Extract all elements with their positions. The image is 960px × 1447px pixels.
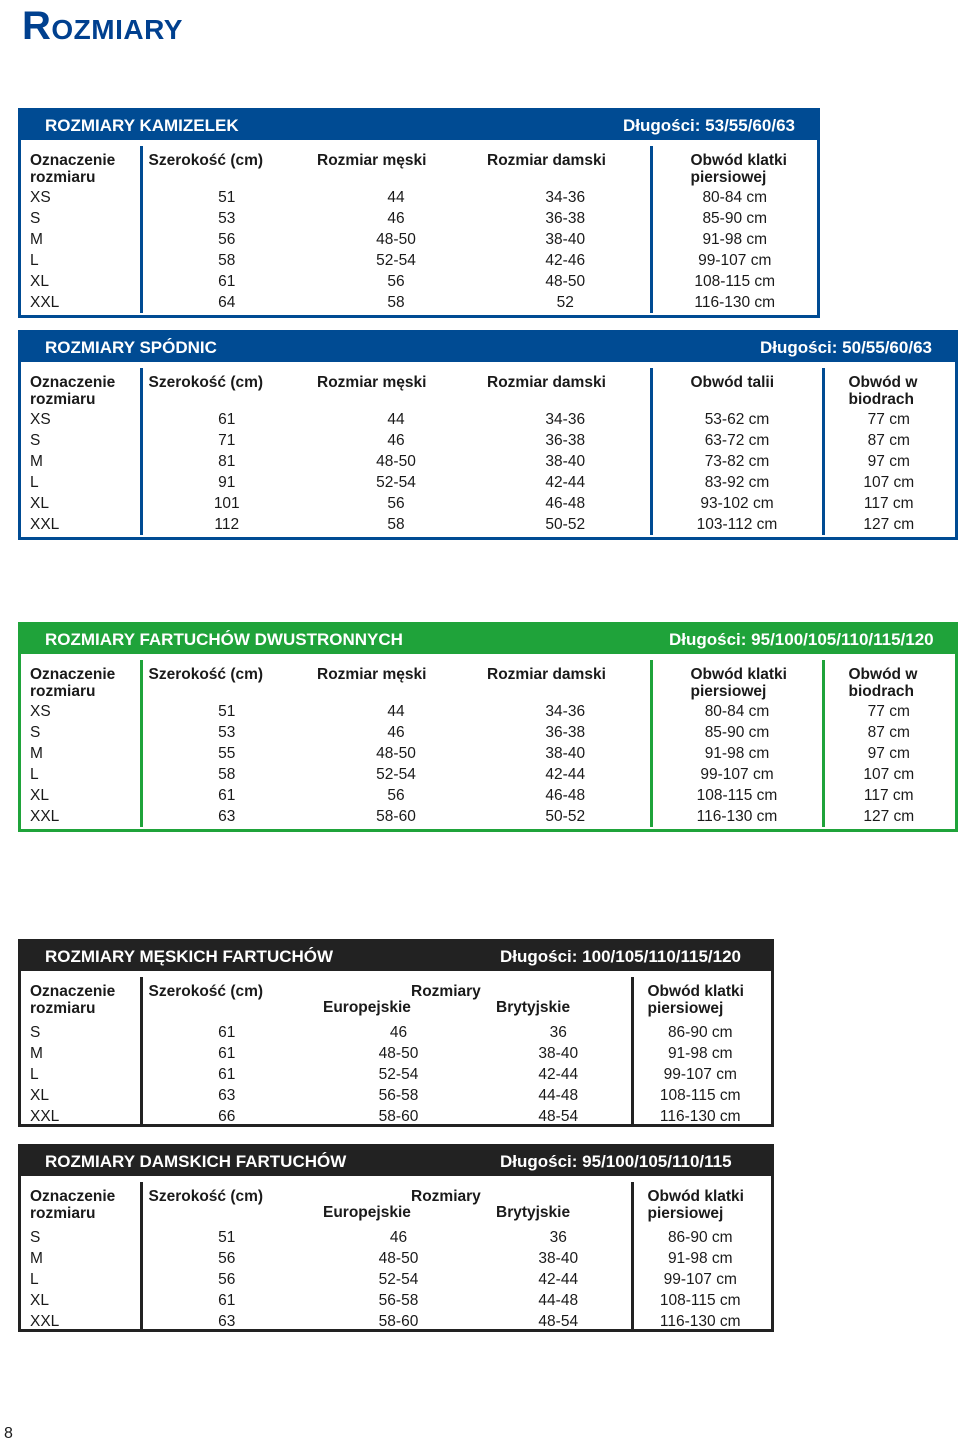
size-table: [27, 1182, 767, 1332]
header-width: Szerokość (cm): [141, 660, 311, 701]
cell-size: XXL: [30, 808, 60, 825]
size-table: [27, 660, 953, 827]
cell: 117 cm: [823, 785, 953, 806]
cell: 34-36: [545, 411, 586, 428]
cell-size: XL: [30, 787, 49, 804]
cell-size: XL: [30, 1087, 49, 1104]
size-table: [27, 368, 953, 535]
section-lengths: Długości: 100/105/110/115/120: [500, 947, 742, 966]
cell: 107 cm: [823, 764, 953, 785]
cell: 42-44: [545, 474, 586, 491]
cell: 52-54: [376, 474, 416, 491]
cell: 61: [141, 1022, 311, 1043]
cell: 107 cm: [823, 472, 953, 493]
cell: 77 cm: [823, 409, 953, 430]
size-table: [27, 146, 817, 313]
cell: 63: [141, 1085, 311, 1106]
cell: 63: [141, 806, 311, 827]
cell-size: L: [30, 1066, 39, 1083]
table-row: [27, 451, 953, 472]
cell: 38-40: [545, 745, 586, 762]
cell-size: XXL: [30, 516, 60, 533]
cell-size: XS: [30, 189, 51, 206]
mens-apron-sizes-table: [18, 939, 774, 1127]
header-british: Brytyjskie: [496, 999, 571, 1016]
cell: 52-54: [378, 1271, 419, 1288]
header-sizes: Rozmiary: [411, 983, 481, 1000]
cell-size: M: [30, 1250, 43, 1267]
header-sizes: Rozmiary: [411, 1188, 481, 1205]
header-size: Oznaczenie rozmiaru: [30, 1188, 116, 1222]
size-table: [27, 977, 767, 1127]
header-women: Rozmiar damski: [487, 666, 606, 683]
header-width: Szerokość (cm): [141, 977, 311, 1022]
cell: 91-98 cm: [651, 743, 823, 764]
section-lengths: Długości: 95/100/105/110/115/120: [669, 630, 934, 649]
cell: 51: [141, 701, 311, 722]
section-lengths: Długości: 95/100/105/110/115: [500, 1152, 732, 1171]
cell-size: XXL: [30, 1108, 60, 1125]
cell: 63: [141, 1311, 311, 1332]
header-size: Oznaczenie rozmiaru: [30, 666, 116, 700]
cell: 38-40: [538, 1045, 579, 1062]
header-row: [27, 660, 953, 701]
cell: 44-48: [538, 1292, 579, 1309]
page-title: Rozmiary: [22, 4, 183, 48]
cell: 58: [387, 516, 405, 533]
cell: 48-50: [376, 453, 416, 470]
cell: 73-82 cm: [651, 451, 823, 472]
cell: 58-60: [376, 808, 416, 825]
header-waist: Obwód talii: [651, 368, 823, 409]
cell: 52-54: [376, 252, 416, 269]
header-hips: Obwód w biodrach: [823, 368, 953, 409]
header-men: Rozmiar męski: [317, 374, 427, 391]
cell: 85-90 cm: [651, 208, 817, 229]
page-number: 8: [4, 1425, 13, 1442]
cell: 34-36: [545, 703, 586, 720]
cell: 51: [141, 187, 311, 208]
header-men: Rozmiar męski: [317, 666, 427, 683]
header-european: Europejskie: [323, 999, 411, 1016]
cell: 85-90 cm: [651, 722, 823, 743]
cell: 42-46: [545, 252, 586, 269]
cell: 58-60: [378, 1313, 419, 1330]
reversible-apron-sizes-table: [18, 622, 958, 832]
cell-size: M: [30, 231, 43, 248]
cell: 91: [141, 472, 311, 493]
table-row: [27, 701, 953, 722]
cell: 52-54: [378, 1066, 419, 1083]
header-row: [27, 146, 817, 187]
cell: 116-130 cm: [651, 292, 817, 313]
table-row: [27, 493, 953, 514]
cell: 97 cm: [823, 451, 953, 472]
cell: 108-115 cm: [651, 785, 823, 806]
cell: 53: [141, 208, 311, 229]
cell: 42-44: [538, 1066, 579, 1083]
cell: 56: [141, 1269, 311, 1290]
cell: 61: [141, 1290, 311, 1311]
table-row: [27, 292, 817, 313]
cell: 86-90 cm: [632, 1227, 767, 1248]
cell: 116-130 cm: [651, 806, 823, 827]
cell: 56-58: [378, 1292, 419, 1309]
header-width: Szerokość (cm): [141, 146, 311, 187]
header-sizes-group: [311, 1182, 632, 1227]
cell: 46: [389, 1024, 408, 1041]
womens-apron-sizes-table: [18, 1144, 774, 1332]
section-title: ROZMIARY MĘSKICH FARTUCHÓW: [45, 947, 334, 966]
cell: 86-90 cm: [632, 1022, 767, 1043]
section-header: [21, 333, 955, 362]
header-chest: Obwód klatki piersiowej: [632, 1182, 767, 1227]
cell-size: M: [30, 453, 43, 470]
header-row: [27, 1182, 767, 1227]
cell: 44: [387, 411, 405, 428]
cell-size: XS: [30, 703, 51, 720]
cell-size: S: [30, 210, 41, 227]
cell: 99-107 cm: [632, 1064, 767, 1085]
header-chest: Obwód klatki piersiowej: [651, 660, 823, 701]
table-row: [27, 1227, 767, 1248]
table-row: [27, 187, 817, 208]
table-row: [27, 1022, 767, 1043]
table-row: [27, 409, 953, 430]
cell: 108-115 cm: [651, 271, 817, 292]
cell-size: XS: [30, 411, 51, 428]
cell: 87 cm: [823, 430, 953, 451]
cell: 50-52: [545, 516, 586, 533]
cell: 81: [141, 451, 311, 472]
table-row: [27, 514, 953, 535]
section-header: [21, 942, 771, 971]
cell: 48-54: [538, 1108, 579, 1125]
header-chest: Obwód klatki piersiowej: [632, 977, 767, 1022]
header-women: Rozmiar damski: [487, 152, 606, 169]
table-row: [27, 271, 817, 292]
cell: 44: [387, 703, 405, 720]
section-title: ROZMIARY KAMIZELEK: [45, 116, 239, 135]
section-header: [21, 1147, 771, 1176]
cell: 61: [141, 1064, 311, 1085]
cell: 48-50: [378, 1250, 419, 1267]
cell: 56: [141, 229, 311, 250]
cell: 36: [549, 1024, 567, 1041]
cell: 46-48: [545, 787, 586, 804]
cell: 44-48: [538, 1087, 579, 1104]
cell: 53-62 cm: [651, 409, 823, 430]
cell: 61: [141, 409, 311, 430]
cell: 83-92 cm: [651, 472, 823, 493]
cell: 99-107 cm: [632, 1269, 767, 1290]
table-row: [27, 229, 817, 250]
header-row: [27, 368, 953, 409]
section-header: [21, 625, 955, 654]
header-width: Szerokość (cm): [141, 368, 311, 409]
cell: 91-98 cm: [632, 1043, 767, 1064]
cell-size: L: [30, 474, 39, 491]
cell: 56: [387, 495, 405, 512]
cell: 71: [141, 430, 311, 451]
cell: 99-107 cm: [651, 764, 823, 785]
cell: 44: [387, 189, 405, 206]
cell-size: M: [30, 745, 43, 762]
cell: 61: [141, 271, 311, 292]
cell-size: XXL: [30, 294, 60, 311]
cell: 48-50: [376, 231, 416, 248]
cell-size: L: [30, 766, 39, 783]
table-row: [27, 764, 953, 785]
cell: 38-40: [545, 453, 586, 470]
cell: 42-44: [538, 1271, 579, 1288]
cell: 36-38: [545, 210, 586, 227]
table-row: [27, 1248, 767, 1269]
table-row: [27, 472, 953, 493]
cell-size: S: [30, 432, 41, 449]
cell: 42-44: [545, 766, 586, 783]
header-row: [27, 977, 767, 1022]
cell: 36-38: [545, 432, 586, 449]
table-row: [27, 1085, 767, 1106]
cell: 48-50: [378, 1045, 419, 1062]
cell: 55: [141, 743, 311, 764]
table-row: [27, 1290, 767, 1311]
cell: 38-40: [545, 231, 586, 248]
cell: 52: [556, 294, 574, 311]
cell: 38-40: [538, 1250, 579, 1267]
cell: 46-48: [545, 495, 586, 512]
cell: 87 cm: [823, 722, 953, 743]
table-row: [27, 430, 953, 451]
cell: 80-84 cm: [651, 701, 823, 722]
cell: 63-72 cm: [651, 430, 823, 451]
cell: 46: [389, 1229, 408, 1246]
table-row: [27, 1064, 767, 1085]
cell: 51: [141, 1227, 311, 1248]
cell: 46: [387, 432, 405, 449]
cell: 58: [387, 294, 405, 311]
table-row: [27, 806, 953, 827]
table-row: [27, 743, 953, 764]
header-size: Oznaczenie rozmiaru: [30, 983, 116, 1017]
cell-size: XL: [30, 273, 49, 290]
cell: 91-98 cm: [651, 229, 817, 250]
vest-sizes-table: [18, 108, 820, 318]
cell: 93-102 cm: [651, 493, 823, 514]
cell: 56: [387, 273, 405, 290]
table-row: [27, 1043, 767, 1064]
cell: 116-130 cm: [632, 1311, 767, 1332]
cell-size: S: [30, 1229, 41, 1246]
section-title: ROZMIARY FARTUCHÓW DWUSTRONNYCH: [45, 630, 403, 649]
table-row: [27, 1106, 767, 1127]
cell: 127 cm: [823, 514, 953, 535]
section-header: [21, 111, 817, 140]
cell: 66: [141, 1106, 311, 1127]
header-chest: Obwód klatki piersiowej: [651, 146, 817, 187]
cell: 91-98 cm: [632, 1248, 767, 1269]
table-row: [27, 785, 953, 806]
section-lengths: Długości: 50/55/60/63: [760, 338, 932, 357]
table-row: [27, 722, 953, 743]
header-women: Rozmiar damski: [487, 374, 606, 391]
cell: 48-54: [538, 1313, 579, 1330]
cell: 48-50: [376, 745, 416, 762]
cell: 112: [141, 514, 311, 535]
header-british: Brytyjskie: [496, 1204, 571, 1221]
cell-size: S: [30, 1024, 41, 1041]
cell: 97 cm: [823, 743, 953, 764]
section-lengths: Długości: 53/55/60/63: [623, 116, 795, 135]
table-row: [27, 208, 817, 229]
cell: 108-115 cm: [632, 1085, 767, 1106]
section-title: ROZMIARY SPÓDNIC: [45, 338, 217, 357]
cell: 61: [141, 785, 311, 806]
cell: 56: [387, 787, 405, 804]
table-row: [27, 1269, 767, 1290]
cell: 56-58: [378, 1087, 419, 1104]
cell: 36-38: [545, 724, 586, 741]
cell: 52-54: [376, 766, 416, 783]
cell-size: XL: [30, 1292, 49, 1309]
cell: 58-60: [378, 1108, 419, 1125]
cell: 61: [141, 1043, 311, 1064]
cell-size: XL: [30, 495, 49, 512]
cell: 64: [141, 292, 311, 313]
cell-size: XXL: [30, 1313, 60, 1330]
cell: 99-107 cm: [651, 250, 817, 271]
header-sizes-group: [311, 977, 632, 1022]
cell-size: L: [30, 1271, 39, 1288]
section-title: ROZMIARY DAMSKICH FARTUCHÓW: [45, 1152, 347, 1171]
skirt-sizes-table: [18, 330, 958, 540]
cell: 50-52: [545, 808, 586, 825]
table-row: [27, 1311, 767, 1332]
cell: 48-50: [545, 273, 586, 290]
cell: 56: [141, 1248, 311, 1269]
cell: 108-115 cm: [632, 1290, 767, 1311]
header-size: Oznaczenie rozmiaru: [30, 152, 116, 186]
header-hips: Obwód w biodrach: [823, 660, 953, 701]
cell: 34-36: [545, 189, 586, 206]
header-width: Szerokość (cm): [141, 1182, 311, 1227]
header-men: Rozmiar męski: [317, 152, 427, 169]
cell: 117 cm: [823, 493, 953, 514]
cell: 58: [141, 764, 311, 785]
cell-size: L: [30, 252, 39, 269]
cell: 46: [387, 724, 405, 741]
cell: 77 cm: [823, 701, 953, 722]
cell: 53: [141, 722, 311, 743]
cell: 101: [141, 493, 311, 514]
cell-size: S: [30, 724, 41, 741]
cell: 80-84 cm: [651, 187, 817, 208]
cell: 103-112 cm: [651, 514, 823, 535]
cell: 36: [549, 1229, 567, 1246]
header-size: Oznaczenie rozmiaru: [30, 374, 116, 408]
cell: 46: [387, 210, 405, 227]
header-european: Europejskie: [323, 1204, 411, 1221]
table-row: [27, 250, 817, 271]
cell: 127 cm: [823, 806, 953, 827]
cell: 116-130 cm: [632, 1106, 767, 1127]
cell-size: M: [30, 1045, 43, 1062]
cell: 58: [141, 250, 311, 271]
